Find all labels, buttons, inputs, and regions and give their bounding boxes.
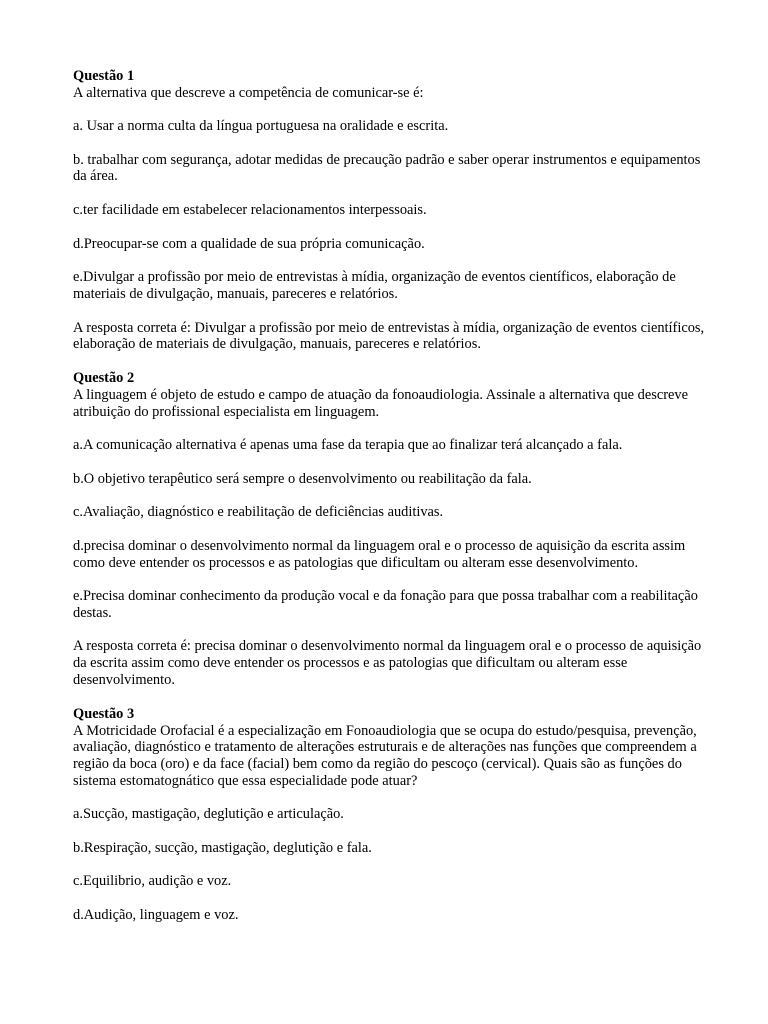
alternative-c: c.Avaliação, diagnóstico e reabilitação de deficiências auditivas. [73, 504, 444, 521]
alternative-a: a. Usar a norma culta da língua portuguesa na oralidade e escrita. [73, 117, 449, 134]
question-title: Questão 2 [73, 370, 135, 387]
alternative-b: b.Respiração, sucção, mastigação, deglutição e fala. [73, 839, 372, 856]
alternative-d: d.Audição, linguagem e voz. [73, 907, 239, 924]
question-2 [73, 370, 708, 689]
alternative-b: b.O objetivo terapêutico será sempre o desenvolvimento ou reabilitação da fala. [73, 470, 532, 487]
question-title: Questão 1 [73, 68, 135, 84]
question-stem: A linguagem é objeto de estudo e campo de atuação da fonoaudiologia. Assinale a alternativa que descreve atribuição do profissional especialista em linguagem. [73, 386, 688, 420]
question-1 [73, 68, 708, 353]
question-stem: A alternativa que descreve a competência de comunicar-se é: [73, 84, 424, 101]
correct-answer: A resposta correta é: Divulgar a profissão por meio de entrevistas à mídia, organização de eventos científicos, elaboração de materiais de divulgação, manuais, pareceres e relatórios. [73, 319, 705, 353]
alternative-c: c.ter facilidade em estabelecer relacionamentos interpessoais. [73, 201, 427, 218]
alternative-d: d.Preocupar-se com a qualidade de sua própria comunicação. [73, 235, 425, 252]
alternative-a: a.A comunicação alternativa é apenas uma fase da terapia que ao finalizar terá alcançado a fala. [73, 436, 623, 453]
alternative-c: c.Equilibrio, audição e voz. [73, 873, 232, 890]
alternative-a: a.Sucção, mastigação, deglutição e articulação. [73, 806, 344, 823]
question-title: Questão 3 [73, 705, 135, 722]
alternative-e: e.Divulgar a profissão por meio de entrevistas à mídia, organização de eventos científicos, elaboração de materiais de divulgação, manuais, pareceres e relatórios. [73, 269, 676, 302]
alternative-d: d.precisa dominar o desenvolvimento normal da linguagem oral e o processo de aquisição da escrita assim como deve entender os processos e as patologias que dificultam ou alteram esse desenvolvimento. [73, 537, 686, 571]
alternative-e: e.Precisa dominar conhecimento da produção vocal e da fonação para que possa trabalhar com a reabilitação destas. [73, 588, 698, 621]
question-stem: A Motricidade Orofacial é a especialização em Fonoaudiologia que se ocupa do estudo/pesquisa, prevenção, avaliação, diagnóstico e tratamento de alterações estruturais e de alterações nas funções que compreendem a região da boca (oro) e da face (facial) bem como da região do pescoço (cervical). Quais são as funções do sistema estomatognático que essa especialidade pode atuar? [73, 722, 697, 790]
question-3 [73, 706, 708, 924]
correct-answer: A resposta correta é: precisa dominar o desenvolvimento normal da linguagem oral e o processo de aquisição da escrita assim como deve entender os processos e as patologias que dificultam ou alteram esse desenvolvimento. [73, 638, 702, 689]
alternative-b: b. trabalhar com segurança, adotar medidas de precaução padrão e saber operar instrumentos e equipamentos da área. [73, 151, 701, 185]
